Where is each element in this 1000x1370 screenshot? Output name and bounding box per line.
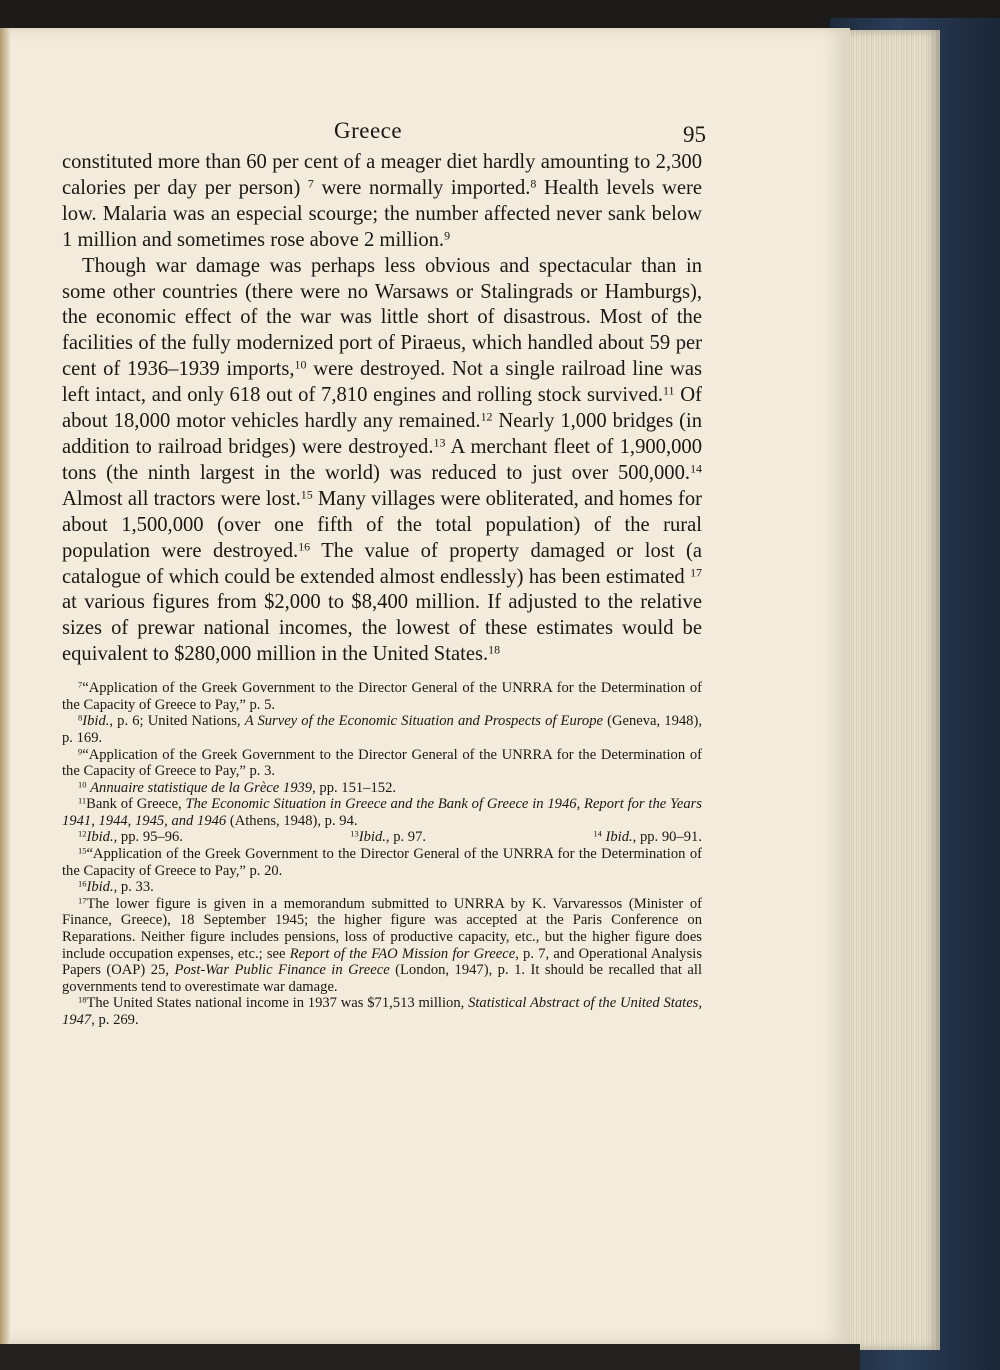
footnote-ref: 9	[444, 228, 451, 243]
footnote-row	[62, 829, 702, 846]
footnote-ref: 13	[433, 435, 446, 450]
background-bottom	[0, 1344, 860, 1370]
footnote-ref: 17	[690, 564, 702, 579]
footnote-ref: 18	[488, 642, 501, 657]
footnote-ref: 8	[530, 176, 537, 191]
footnote: $^{14}$ Ibid., pp. 90–91.	[593, 828, 702, 846]
page-content	[62, 110, 706, 1029]
footnote: $^7$“Application of the Greek Government to the Director General of the UNRRA for the Determination of the Capacity of Greece to Pay,” p. 5.	[62, 679, 702, 713]
footnote-ref: 11	[663, 383, 675, 398]
footnote: $^{10}$ Annuaire statistique de la Grèce 1939, pp. 151–152.	[78, 779, 397, 796]
footnote-ref: 14	[690, 461, 702, 476]
page-number: 95	[683, 122, 706, 147]
running-head-title: Greece	[334, 118, 403, 143]
footnote: $^{18}$The United States national income in 1937 was $71,513 million, Statistical Abstract of the United States, 1947, p. 269.	[62, 994, 703, 1028]
footnote-ref: 16	[298, 539, 311, 554]
footnote: $^9$“Application of the Greek Government to the Director General of the UNRRA for the Determination of the Capacity of Greece to Pay,” p. 3.	[62, 745, 702, 780]
footnote-ref: 12	[480, 409, 493, 424]
footnote-ref: 10	[294, 357, 307, 372]
footnote: $^{17}$The lower figure is given in a memorandum submitted to UNRRA by K. Varvaressos (Minister of Finance, Greece), 18 September 1945; the higher figure was accepted at the Paris Conference on Reparations. Neither figure includes pensions, loss of productive capacity, etc., but the higher figure does include occupation expenses, etc.; see Report of the FAO Mission for Greece, p. 7, and Operational Analysis Papers (OAP) 25, Post-War Public Finance in Greece (London, 1947), p. 1. It should be recalled that all governments tend to overestimate war damage.	[62, 895, 702, 995]
footnote: $^{11}$Bank of Greece, The Economic Situation in Greece and the Bank of Greece in 1946, Report for the Years 1941, 1944, 1945, and 1946 (Athens, 1948), p. 94.	[62, 795, 702, 829]
footnote: $^{16}$Ibid., p. 33.	[78, 878, 154, 896]
body-text	[62, 150, 702, 668]
footnote: $^{13}$Ibid., p. 97.	[350, 828, 427, 846]
footnote-ref: 15	[300, 487, 313, 502]
footnote-ref: 7	[307, 176, 314, 191]
footnote: $^8$Ibid., p. 6; United Nations, A Survey of the Economic Situation and Prospects of Europe (Geneva, 1948), p. 169.	[62, 712, 702, 746]
paragraph-1: constituted more than 60 per cent of a meager diet hardly amounting to 2,300 calories per day per person) $^7$ were normally imported.$^8$ Health levels were low. Malaria was an especial scourge; the number affected never sank below 1 million and sometimes rose above 2 million.$^9$	[62, 151, 702, 251]
paragraph-2: Though war damage was perhaps less obvious and spectacular than in some other countries (there were no Warsaws or Stalingrads or Hamburgs), the economic effect of the war was little short of disastrous. Most of the facilities of the fully modernized port of Piraeus, which handled about 59 per cent of 1936–1939 imports,$^{10}$ were destroyed. Not a single railroad line was left intact, and only 618 out of 7,810 engines and rolling stock survived.$^{11}$ Of about 18,000 motor vehicles hardly any remained.$^{12}$ Nearly 1,000 bridges (in addition to railroad bridges) were destroyed.$^{13}$ A merchant fleet of 1,900,000 tons (the ninth largest in the world) was reduced to just over 500,000.14 Almost all tractors were lost.$^{15}$ Many villages were obliterated, and homes for about 1,500,000 (over one fifth of the total population) of the rural population were destroyed.$^{16}$ The value of property damaged or lost (a catalogue of which could be extended almost endlessly) has been estimated $^{17}$ at various figures from $2,000 to $8,400 million. If adjusted to the relative sizes of prewar national incomes, the lowest of these estimates would be equivalent to $280,000 million in the United States.$^{18}$	[62, 254, 702, 666]
footnote: $^{15}$“Application of the Greek Government to the Director General of the UNRRA for the Determination of the Capacity of Greece to Pay,” p. 20.	[62, 845, 702, 879]
footnote: $^{12}$Ibid., pp. 95–96.	[78, 828, 183, 846]
running-head	[62, 110, 706, 150]
page-gutter	[0, 28, 10, 1344]
footnotes	[62, 680, 702, 1028]
